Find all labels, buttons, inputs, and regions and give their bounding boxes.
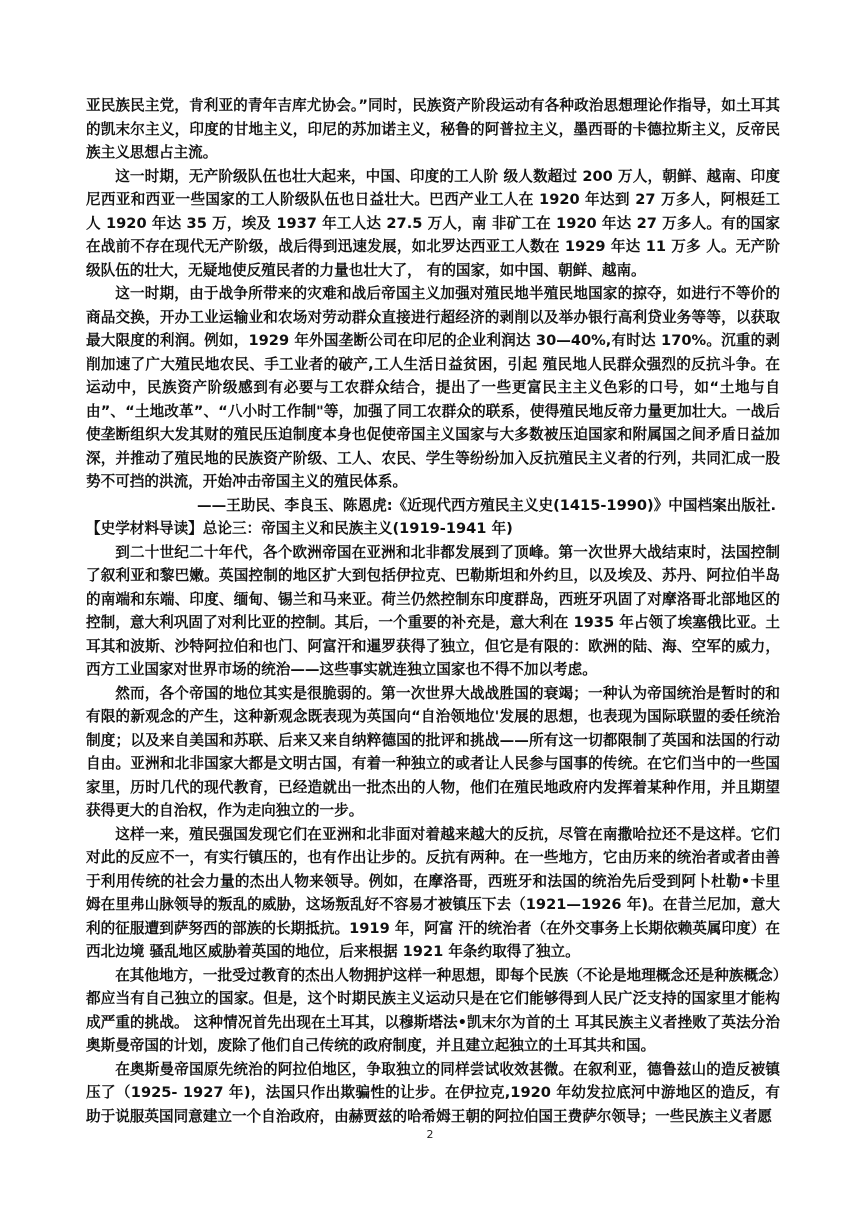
paragraph: 这一时期，由于战争所带来的灾难和战后帝国主义加强对殖民地半殖民地国家的掠夺，如进行不等价的商品交换，开办工业运输业和农场对劳动群众直接进行超经济的剥削以及举办银行高利贷业务等等，以获取最大限度的利润。例如，1929 年外国垄断公司在印尼的企业利润达 30—40%,有时达 170%。沉重的剥削加速了广大殖民地农民、手工业者的破产,工人生活日益贫困，引起 殖民地人民群众强烈的反抗斗争。在运动中，民族资产阶级感到有必要与工农群众结合，提出了一些更富民主主义色彩的口号，如“土地与自由”、“土地改革”、“八小时工作制"等，加强了同工农群众的联系，使得殖民地反帝力量更加壮大。一战后使垄断组织大发其财的殖民压迫制度本身也促使帝国主义国家与大多数被压迫国家和附属国之间矛盾日益加深，并推动了殖民地的民族资产阶级、工人、农民、学生等纷纷加入反抗殖民主义者的行列，共同汇成一股势不可挡的洪流，开始冲击帝国主义的殖民体系。 bbox=[86, 285, 780, 490]
paragraph: 这样一来，殖民强国发现它们在亚洲和北非面对着越来越大的反抗，尽管在南撒哈拉还不是这样。它们对此的反应不一，有实行镇压的，也有作出让步的。反抗有两种。在一些地方，它由历来的统治者或者由善于利用传统的社会力量的杰出人物来领导。例如，在摩洛哥，西班牙和法国的统治先后受到阿卜杜勒•卡里姆在里弗山脉领导的叛乱的威胁，这场叛乱好不容易才被镇压下去（1921—1926 年)。在昔兰尼加，意大利的征服遭到萨努西的部族的长期抵抗。1919 年，阿富 汗的统治者（在外交事务上长期依赖英属印度）在西北边境 骚乱地区威胁着英国的地位，后来根据 1921 年条约取得了独立。 bbox=[86, 825, 780, 960]
body-text bbox=[86, 94, 780, 1128]
section-heading: 【史学材料导读】总论三：帝国主义和民族主义(1919-1941 年) bbox=[86, 520, 513, 537]
paragraph: 在奥斯曼帝国原先统治的阿拉伯地区，争取独立的同样尝试收效甚微。在叙利亚，德鲁兹山的造反被镇压了（1925- 1927 年)，法国只作出欺骗性的让步。在伊拉克,1920 年幼发拉底河中游地区的造反，有助于说服英国同意建立一个自治政府，由赫贾兹的哈希姆王朝的阿拉伯国王费萨尔领导；一些民族主义者愿 bbox=[86, 1060, 780, 1125]
paragraph: 亚民族民主党，肯利亚的青年吉库尤协会。”同时，民族资产阶段运动有各种政治思想理论作指导，如土耳其的凯末尔主义，印度的甘地主义，印尼的苏加诺主义，秘鲁的阿普拉主义，墨西哥的卡德拉斯主义，反帝民族主义思想占主流。 bbox=[86, 97, 780, 161]
page-number: 2 bbox=[426, 1128, 434, 1141]
paragraph: 到二十世纪二十年代，各个欧洲帝国在亚洲和北非都发展到了顶峰。第一次世界大战结束时，法国控制了叙利亚和黎巴嫩。英国控制的地区扩大到包括伊拉克、巴勒斯坦和外约旦，以及埃及、苏丹、阿拉伯半岛的南端和东端、印度、缅甸、锡兰和马来亚。荷兰仍然控制东印度群岛，西班牙巩固了对摩洛哥北部地区的控制，意大利巩固了对利比亚的控制。其后，一个重要的补充是，意大利在 1935 年占领了埃塞俄比亚。土耳其和波斯、沙特阿拉伯和也门、阿富汗和暹罗获得了独立，但它是有限的：欧洲的陆、海、空军的威力，西方工业国家对世界市场的统治——这些事实就连独立国家也不得不加以考虑。 bbox=[86, 543, 780, 678]
source-citation: ——王助民、李良玉、陈恩虎:《近现代西方殖民主义史(1415-1990)》中国档案出版社. bbox=[196, 496, 776, 514]
paragraph: 然而，各个帝国的地位其实是很脆弱的。第一次世界大战战胜国的衰竭；一种认为帝国统治是暂时的和有限的新观念的产生，这种新观念既表现为英国向“自治领地位'发展的思想，也表现为国际联盟的委任统治制度；以及来自美国和苏联、后来又来自纳粹德国的批评和挑战——所有这一切都限制了英国和法国的行动自由。亚洲和北非国家大都是文明古国，有着一种独立的或者让人民参与国事的传统。在它们当中的一些国家里，历时几代的现代教育，已经造就出一批杰出的人物，他们在殖民地政府内发挥着某种作用，并且期望获得更大的自治权，作为走向独立的一步。 bbox=[86, 684, 780, 819]
paragraph: 这一时期，无产阶级队伍也壮大起来，中国、印度的工人阶 级人数超过 200 万人，朝鲜、越南、印度尼西亚和西亚一些国家的工人阶级队伍也日益壮大。巴西产业工人在 1920 年达到 27 万多人，阿根廷工人 1920 年达 35 万，埃及 1937 年工人达 27.5 万人，南 非矿工在 1920 年达 27 万多人。有的国家在战前不存在现代无产阶级，战后得到迅速发展，如北罗达西亚工人数在 1929 年达 11 万多 人。无产阶级队伍的壮大，无疑地使反殖民者的力量也壮大了， 有的国家，如中国、朝鲜、越南。 bbox=[86, 167, 780, 279]
paragraph: 在其他地方，一批受过教育的杰出人物拥护这样一种思想，即每个民族（不论是地理概念还是种族概念）都应当有自己独立的国家。但是，这个时期民族主义运动只是在它们能够得到人民广泛支持的国家里才能构成严重的挑战。 这种情况首先出现在土耳其，以穆斯塔法•凯末尔为首的土 耳其民族主义者挫败了英法分治奥斯曼帝国的计划，废除了他们自己传统的政府制度，并且建立起独立的土耳其共和国。 bbox=[86, 966, 780, 1054]
